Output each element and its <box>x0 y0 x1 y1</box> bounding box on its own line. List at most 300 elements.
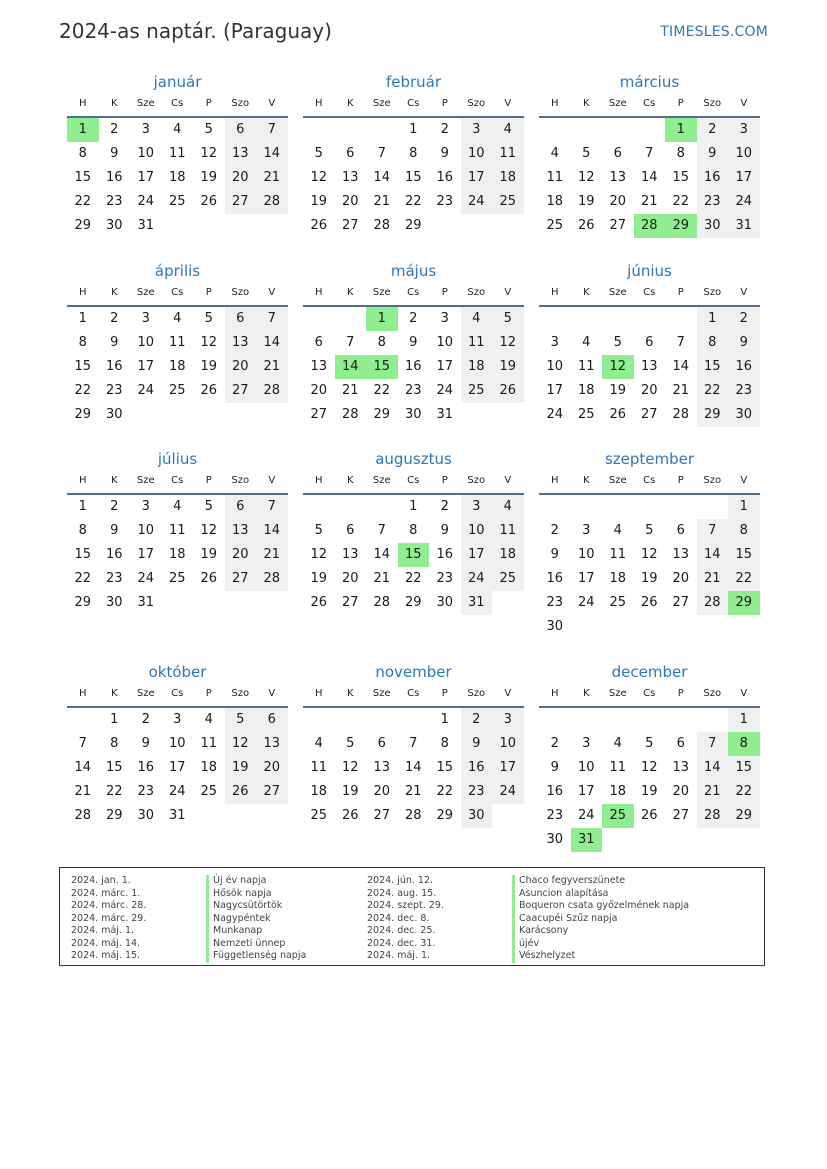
day-cell: 22 <box>373 383 391 398</box>
day-cell: 12 <box>577 170 595 185</box>
day-cell: 20 <box>341 194 359 209</box>
day-cell: 27 <box>672 808 690 823</box>
holiday-day: 1 <box>366 307 398 331</box>
day-cell: 9 <box>550 547 559 562</box>
day-cell: 12 <box>310 170 328 185</box>
day-cell: 8 <box>697 331 729 355</box>
day-cell: 2 <box>110 311 119 326</box>
empty-cell <box>539 307 571 331</box>
day-cell: 16 <box>546 784 564 799</box>
day-cell: 29 <box>404 595 422 610</box>
day-cell: 31 <box>461 591 493 615</box>
day-grid <box>303 495 524 615</box>
weekday-label: Cs <box>407 688 420 699</box>
day-cell: 5 <box>204 122 213 137</box>
weekday-label: H <box>550 688 559 699</box>
day-cell: 13 <box>341 547 359 562</box>
day-cell: 26 <box>200 571 218 586</box>
day-cell: 17 <box>461 543 493 567</box>
empty-cell <box>335 495 367 519</box>
day-cell: 31 <box>436 407 454 422</box>
legend-date: 2024. szept. 29. <box>367 900 444 911</box>
weekday-header <box>67 473 288 489</box>
page-title: 2024-as naptár. (Paraguay) <box>59 19 332 43</box>
holiday-day: 15 <box>366 355 398 379</box>
weekday-label: Cs <box>407 475 420 486</box>
empty-cell <box>634 118 666 142</box>
day-cell: 27 <box>341 595 359 610</box>
day-cell: 1 <box>697 307 729 331</box>
day-cell: 21 <box>373 194 391 209</box>
day-cell: 18 <box>609 784 627 799</box>
day-cell: 3 <box>141 499 150 514</box>
day-cell: 23 <box>546 595 564 610</box>
day-cell: 29 <box>728 804 760 828</box>
day-cell: 4 <box>550 146 559 161</box>
weekday-label: P <box>205 287 212 298</box>
weekday-header <box>303 686 524 702</box>
empty-cell <box>602 708 634 732</box>
day-cell: 15 <box>105 760 123 775</box>
month-block <box>539 261 760 427</box>
day-cell: 19 <box>310 571 328 586</box>
day-cell: 5 <box>225 708 257 732</box>
day-cell: 17 <box>436 359 454 374</box>
weekday-label: K <box>582 98 590 109</box>
day-cell: 11 <box>168 523 186 538</box>
weekday-label: Sze <box>136 688 155 699</box>
day-cell: 26 <box>640 808 658 823</box>
day-cell: 2 <box>697 118 729 142</box>
day-cell: 4 <box>582 335 591 350</box>
day-cell: 6 <box>346 146 355 161</box>
month-name: december <box>611 663 688 681</box>
holiday-day: 1 <box>67 118 99 142</box>
day-cell: 30 <box>137 808 155 823</box>
day-cell: 16 <box>105 547 123 562</box>
weekday-label: V <box>740 688 748 699</box>
weekday-label: Cs <box>171 98 184 109</box>
legend-date: 2024. dec. 25. <box>367 925 436 936</box>
weekday-label: P <box>441 287 448 298</box>
day-cell: 20 <box>640 383 658 398</box>
day-cell: 25 <box>609 595 627 610</box>
day-cell: 31 <box>137 595 155 610</box>
day-cell: 8 <box>440 736 449 751</box>
day-cell: 21 <box>256 166 288 190</box>
month-name: augusztus <box>375 450 452 468</box>
empty-cell <box>634 495 666 519</box>
day-cell: 11 <box>609 760 627 775</box>
day-cell: 14 <box>373 170 391 185</box>
day-cell: 2 <box>550 523 559 538</box>
weekday-label: Sze <box>608 287 627 298</box>
day-cell: 24 <box>577 808 595 823</box>
day-cell: 14 <box>697 543 729 567</box>
day-cell: 25 <box>310 808 328 823</box>
holiday-day: 25 <box>602 804 634 828</box>
day-cell: 27 <box>609 218 627 233</box>
day-cell: 16 <box>728 355 760 379</box>
empty-cell <box>67 708 99 732</box>
day-cell: 25 <box>461 379 493 403</box>
day-cell: 18 <box>168 170 186 185</box>
day-cell: 2 <box>110 499 119 514</box>
day-cell: 19 <box>640 784 658 799</box>
day-cell: 4 <box>204 712 213 727</box>
weekday-label: Sze <box>608 475 627 486</box>
day-cell: 28 <box>373 595 391 610</box>
weekday-header <box>539 473 760 489</box>
legend-date: 2024. márc. 29. <box>71 912 147 924</box>
day-cell: 23 <box>404 383 422 398</box>
empty-cell <box>665 708 697 732</box>
day-cell: 13 <box>640 359 658 374</box>
weekday-header <box>303 285 524 301</box>
day-cell: 23 <box>461 780 493 804</box>
day-cell: 21 <box>697 567 729 591</box>
day-cell: 17 <box>168 760 186 775</box>
day-cell: 29 <box>74 595 92 610</box>
weekday-label: K <box>582 475 590 486</box>
day-cell: 27 <box>310 407 328 422</box>
day-cell: 1 <box>409 499 418 514</box>
month-block <box>303 72 524 238</box>
day-cell: 4 <box>173 122 182 137</box>
day-cell: 23 <box>105 194 123 209</box>
weekday-label: Szo <box>231 98 250 109</box>
legend-date: 2024. máj. 1. <box>367 950 431 961</box>
weekday-label: P <box>677 475 684 486</box>
day-cell: 29 <box>74 407 92 422</box>
day-cell: 30 <box>436 595 454 610</box>
day-cell: 23 <box>728 379 760 403</box>
weekday-label: Szo <box>703 688 722 699</box>
month-name: október <box>148 663 207 681</box>
day-cell: 29 <box>404 218 422 233</box>
legend-holiday-name: újév <box>512 938 689 951</box>
legend-names-right <box>512 875 689 963</box>
day-cell: 13 <box>225 142 257 166</box>
day-cell: 7 <box>409 736 418 751</box>
day-cell: 29 <box>697 403 729 427</box>
day-cell: 9 <box>409 335 418 350</box>
weekday-label: V <box>504 287 512 298</box>
weekday-label: H <box>550 98 559 109</box>
day-cell: 20 <box>672 784 690 799</box>
day-grid <box>539 307 760 427</box>
weekday-label: P <box>441 98 448 109</box>
day-cell: 10 <box>577 760 595 775</box>
day-cell: 30 <box>697 214 729 238</box>
legend-holiday-name: Új év napja <box>206 875 306 888</box>
weekday-header <box>67 686 288 702</box>
day-cell: 24 <box>577 595 595 610</box>
day-cell: 17 <box>137 547 155 562</box>
day-cell: 21 <box>341 383 359 398</box>
day-cell: 24 <box>137 194 155 209</box>
weekday-label: Szo <box>467 287 486 298</box>
day-cell: 19 <box>200 359 218 374</box>
day-cell: 15 <box>74 547 92 562</box>
day-cell: 25 <box>168 194 186 209</box>
day-cell: 24 <box>168 784 186 799</box>
day-cell: 1 <box>78 311 87 326</box>
day-cell: 15 <box>728 756 760 780</box>
empty-cell <box>366 118 398 142</box>
holiday-day: 31 <box>571 828 603 852</box>
day-grid <box>303 708 524 828</box>
day-cell: 16 <box>436 547 454 562</box>
empty-cell <box>697 495 729 519</box>
day-cell: 3 <box>550 335 559 350</box>
day-cell: 5 <box>492 307 524 331</box>
day-cell: 4 <box>314 736 323 751</box>
day-cell: 5 <box>582 146 591 161</box>
day-cell: 19 <box>609 383 627 398</box>
day-cell: 25 <box>168 383 186 398</box>
day-cell: 25 <box>492 190 524 214</box>
month-name: június <box>627 262 672 280</box>
day-cell: 21 <box>373 571 391 586</box>
day-cell: 4 <box>613 736 622 751</box>
weekday-label: H <box>78 688 87 699</box>
weekday-label: Szo <box>467 475 486 486</box>
day-cell: 7 <box>256 118 288 142</box>
weekday-label: H <box>78 287 87 298</box>
weekday-header <box>539 96 760 112</box>
day-cell: 26 <box>341 808 359 823</box>
day-cell: 6 <box>225 118 257 142</box>
weekday-label: Sze <box>372 475 391 486</box>
day-grid <box>67 708 288 828</box>
day-cell: 11 <box>492 519 524 543</box>
day-cell: 25 <box>577 407 595 422</box>
day-cell: 17 <box>137 359 155 374</box>
day-cell: 17 <box>728 166 760 190</box>
day-cell: 24 <box>137 571 155 586</box>
day-cell: 4 <box>613 523 622 538</box>
day-cell: 28 <box>672 407 690 422</box>
empty-cell <box>602 307 634 331</box>
day-cell: 12 <box>200 146 218 161</box>
month-block <box>303 449 524 615</box>
day-cell: 26 <box>225 780 257 804</box>
day-cell: 2 <box>728 307 760 331</box>
day-cell: 15 <box>74 359 92 374</box>
day-cell: 7 <box>697 732 729 756</box>
day-cell: 7 <box>377 523 386 538</box>
month-block <box>303 261 524 427</box>
day-cell: 27 <box>225 567 257 591</box>
day-cell: 24 <box>461 190 493 214</box>
weekday-label: P <box>205 475 212 486</box>
day-cell: 29 <box>105 808 123 823</box>
day-cell: 27 <box>373 808 391 823</box>
day-cell: 1 <box>728 495 760 519</box>
day-cell: 9 <box>461 732 493 756</box>
empty-cell <box>539 118 571 142</box>
day-cell: 11 <box>492 142 524 166</box>
empty-cell <box>303 118 335 142</box>
day-cell: 9 <box>440 146 449 161</box>
day-cell: 9 <box>110 523 119 538</box>
day-cell: 20 <box>310 383 328 398</box>
weekday-label: Sze <box>608 688 627 699</box>
legend-holiday-name: Hősök napja <box>206 888 306 901</box>
day-cell: 30 <box>461 804 493 828</box>
day-grid <box>539 118 760 238</box>
day-cell: 28 <box>341 407 359 422</box>
day-cell: 19 <box>200 547 218 562</box>
holiday-day: 1 <box>665 118 697 142</box>
weekday-label: K <box>110 98 118 109</box>
day-cell: 25 <box>168 571 186 586</box>
day-cell: 16 <box>105 359 123 374</box>
month-block <box>67 72 288 238</box>
day-cell: 24 <box>728 190 760 214</box>
weekday-label: K <box>346 287 354 298</box>
day-grid <box>539 708 760 852</box>
day-cell: 3 <box>440 311 449 326</box>
weekday-label: V <box>504 475 512 486</box>
day-cell: 30 <box>546 832 564 847</box>
day-cell: 21 <box>256 543 288 567</box>
day-cell: 19 <box>341 784 359 799</box>
day-cell: 8 <box>409 146 418 161</box>
weekday-label: K <box>346 688 354 699</box>
day-cell: 13 <box>225 331 257 355</box>
month-name: szeptember <box>604 450 695 468</box>
empty-cell <box>335 118 367 142</box>
weekday-label: Cs <box>171 688 184 699</box>
day-cell: 30 <box>546 619 564 634</box>
weekday-label: Cs <box>171 287 184 298</box>
day-cell: 19 <box>310 194 328 209</box>
weekday-label: K <box>110 475 118 486</box>
day-cell: 18 <box>577 383 595 398</box>
weekday-label: Cs <box>407 287 420 298</box>
day-cell: 28 <box>256 190 288 214</box>
day-cell: 15 <box>728 543 760 567</box>
day-cell: 18 <box>492 543 524 567</box>
day-cell: 3 <box>582 523 591 538</box>
day-cell: 22 <box>74 571 92 586</box>
day-cell: 8 <box>728 519 760 543</box>
day-cell: 24 <box>546 407 564 422</box>
day-cell: 27 <box>640 407 658 422</box>
day-cell: 28 <box>256 379 288 403</box>
day-cell: 10 <box>137 523 155 538</box>
day-cell: 4 <box>461 307 493 331</box>
day-cell: 22 <box>728 567 760 591</box>
day-cell: 21 <box>640 194 658 209</box>
day-cell: 6 <box>314 335 323 350</box>
weekday-label: Szo <box>231 475 250 486</box>
month-name: március <box>619 73 680 91</box>
empty-cell <box>634 708 666 732</box>
day-cell: 4 <box>492 495 524 519</box>
day-cell: 9 <box>550 760 559 775</box>
day-cell: 20 <box>672 571 690 586</box>
day-cell: 19 <box>225 756 257 780</box>
day-cell: 11 <box>310 760 328 775</box>
day-cell: 9 <box>141 736 150 751</box>
brand-link[interactable]: TIMESLES.COM <box>660 24 768 40</box>
day-cell: 5 <box>645 523 654 538</box>
day-cell: 3 <box>141 311 150 326</box>
day-cell: 1 <box>78 499 87 514</box>
empty-cell <box>335 307 367 331</box>
day-cell: 6 <box>256 708 288 732</box>
weekday-label: V <box>740 287 748 298</box>
empty-cell <box>571 708 603 732</box>
empty-cell <box>571 307 603 331</box>
day-cell: 8 <box>676 146 685 161</box>
day-cell: 20 <box>341 571 359 586</box>
day-cell: 26 <box>492 379 524 403</box>
weekday-header <box>539 686 760 702</box>
day-cell: 16 <box>436 170 454 185</box>
day-cell: 8 <box>78 146 87 161</box>
day-cell: 22 <box>728 780 760 804</box>
day-cell: 22 <box>74 194 92 209</box>
day-cell: 20 <box>609 194 627 209</box>
day-cell: 14 <box>640 170 658 185</box>
day-cell: 14 <box>404 760 422 775</box>
weekday-label: H <box>550 475 559 486</box>
day-cell: 2 <box>550 736 559 751</box>
day-cell: 11 <box>609 547 627 562</box>
day-cell: 24 <box>492 780 524 804</box>
day-cell: 3 <box>492 708 524 732</box>
day-cell: 9 <box>440 523 449 538</box>
day-cell: 13 <box>609 170 627 185</box>
day-cell: 4 <box>492 118 524 142</box>
day-cell: 31 <box>137 218 155 233</box>
day-cell: 6 <box>346 523 355 538</box>
day-cell: 7 <box>377 146 386 161</box>
weekday-label: Cs <box>643 688 656 699</box>
empty-cell <box>571 495 603 519</box>
day-cell: 11 <box>461 331 493 355</box>
legend-date: 2024. dec. 8. <box>367 912 430 924</box>
day-cell: 5 <box>314 146 323 161</box>
day-grid <box>67 118 288 238</box>
day-cell: 1 <box>409 122 418 137</box>
month-block <box>539 449 760 639</box>
day-cell: 29 <box>436 808 454 823</box>
holiday-day: 29 <box>728 591 760 615</box>
legend-date: 2024. márc. 28. <box>71 900 147 911</box>
weekday-label: Szo <box>703 475 722 486</box>
day-cell: 14 <box>373 547 391 562</box>
day-cell: 8 <box>78 335 87 350</box>
legend-dates-right <box>367 875 444 963</box>
month-block <box>67 449 288 615</box>
day-cell: 30 <box>105 218 123 233</box>
day-cell: 26 <box>310 595 328 610</box>
day-cell: 18 <box>168 359 186 374</box>
day-cell: 26 <box>577 218 595 233</box>
legend-date: 2024. aug. 15. <box>367 887 437 899</box>
day-cell: 1 <box>110 712 119 727</box>
day-cell: 13 <box>256 732 288 756</box>
month-name: május <box>390 262 437 280</box>
day-cell: 15 <box>697 355 729 379</box>
weekday-label: Sze <box>372 98 391 109</box>
day-cell: 20 <box>225 543 257 567</box>
